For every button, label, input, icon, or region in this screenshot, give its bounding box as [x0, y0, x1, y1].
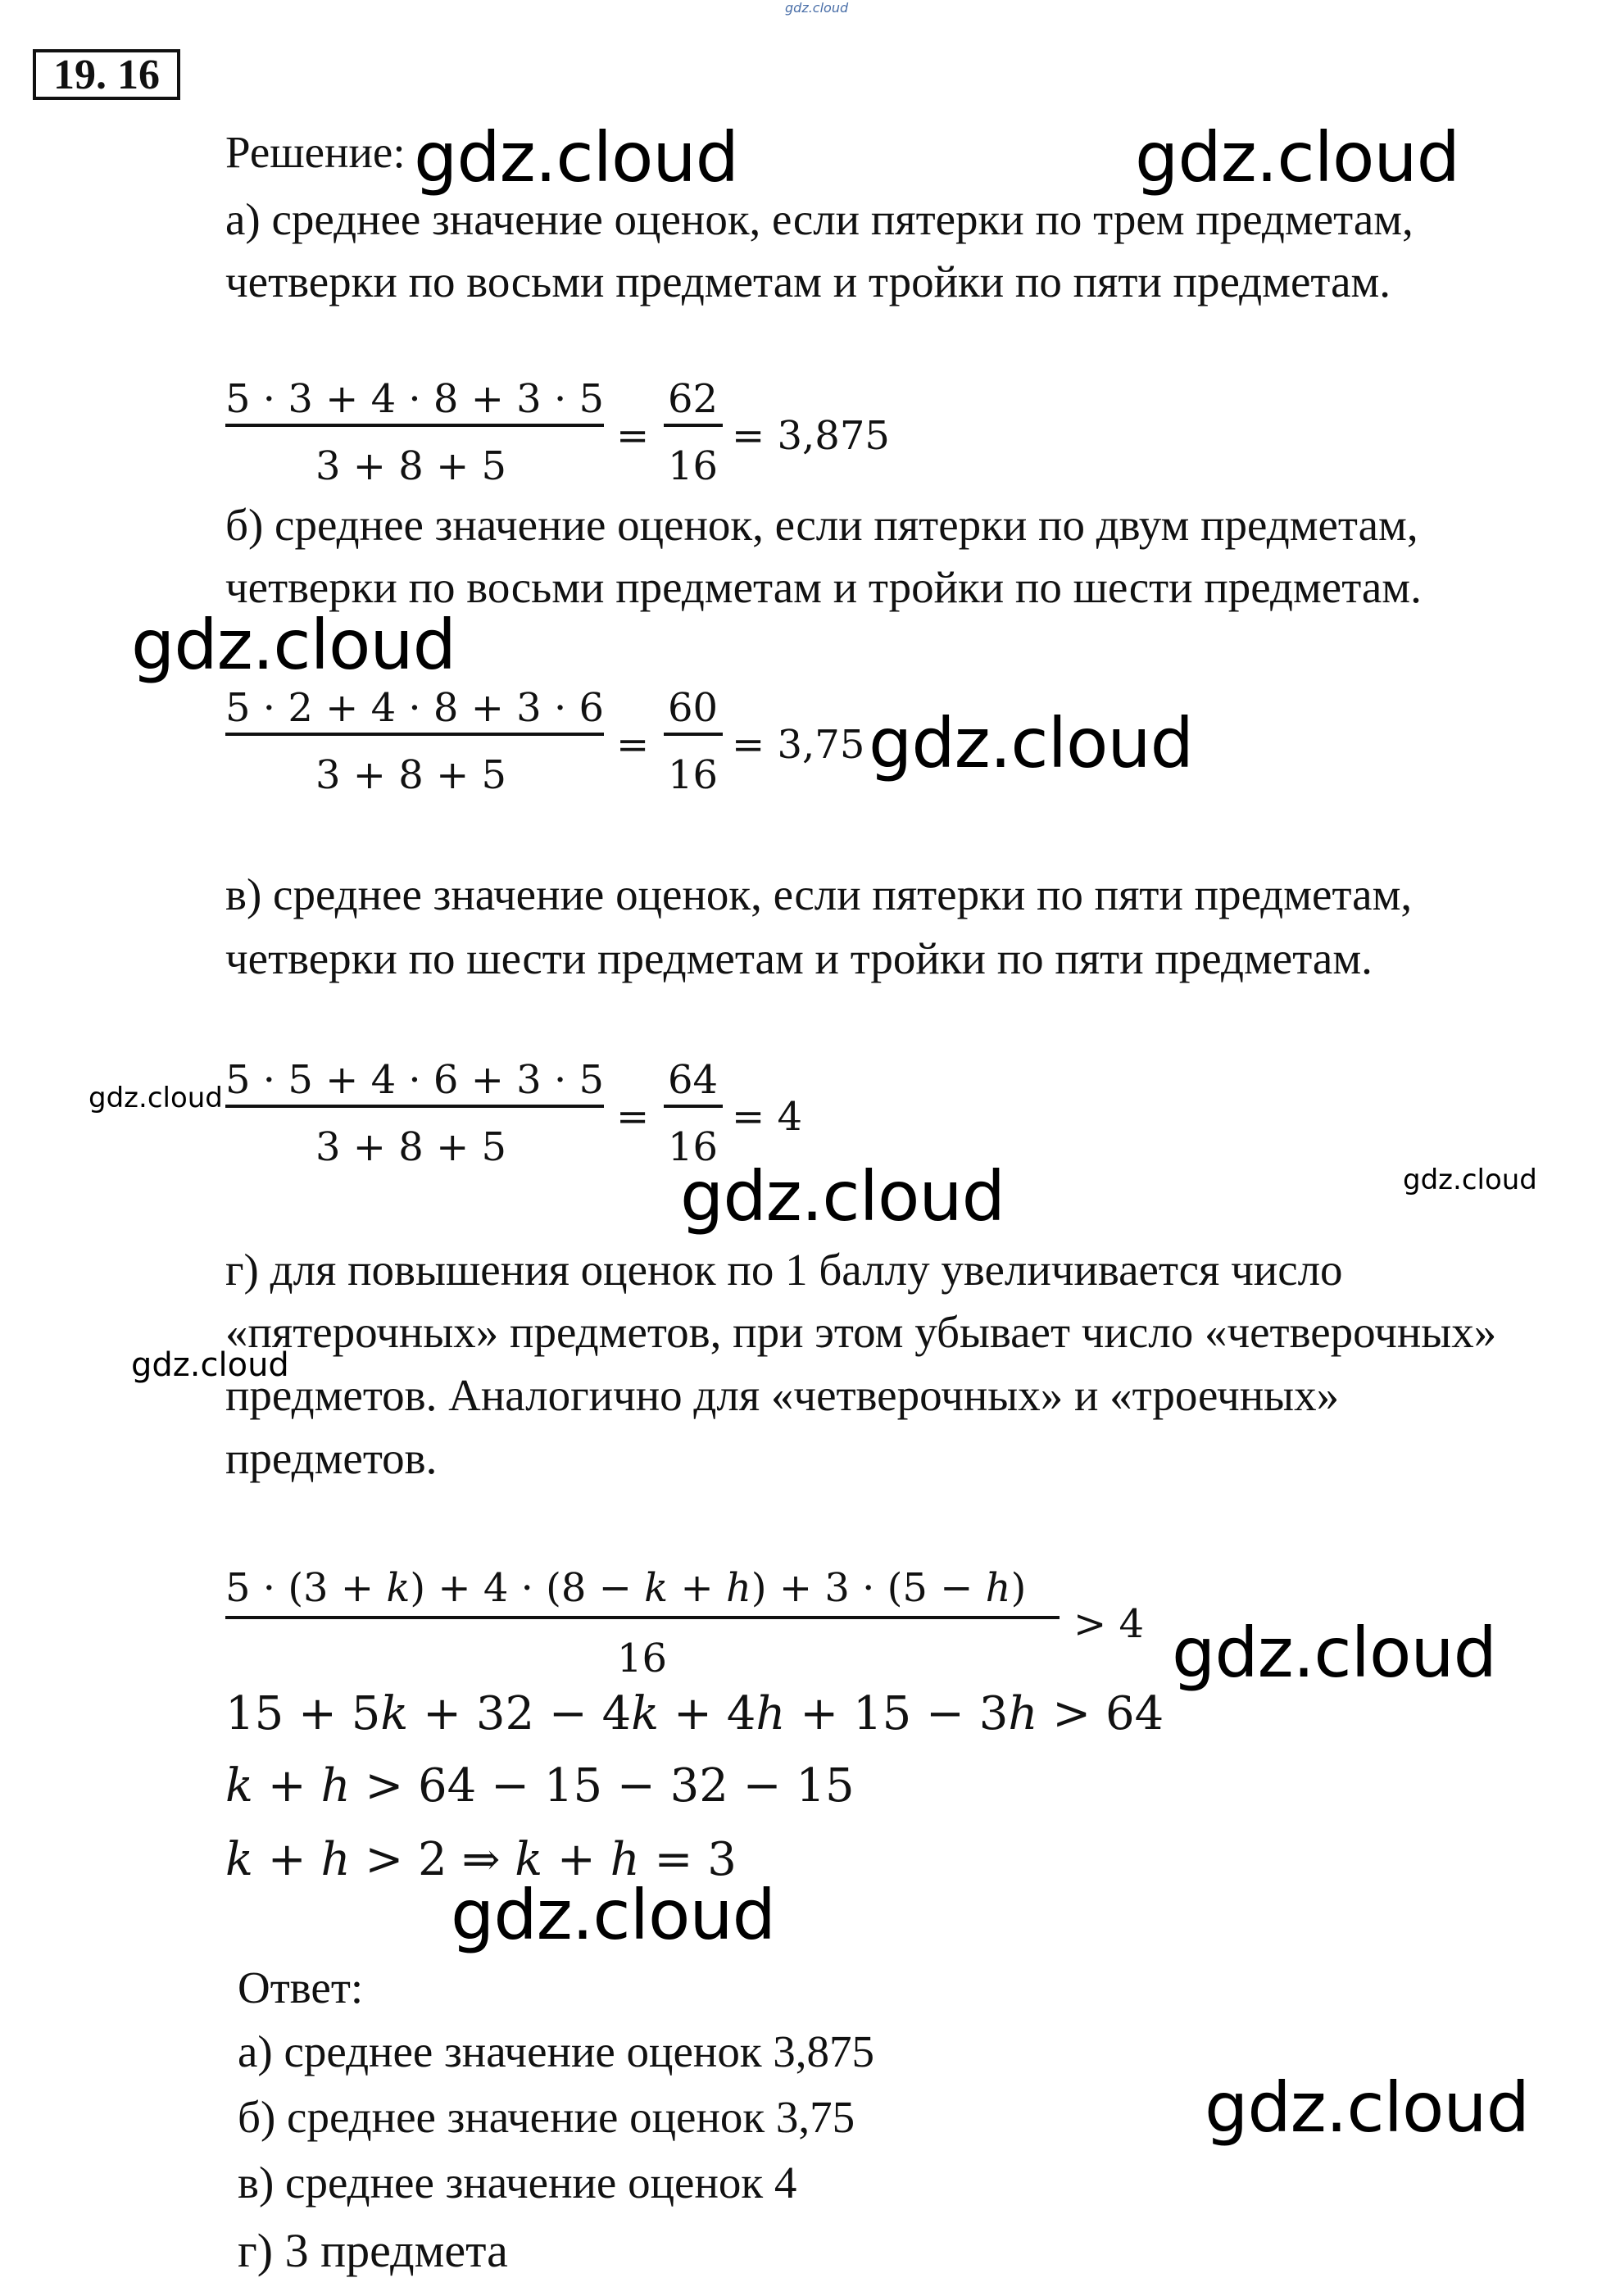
part-v-numerator: 5 · 5 + 4 · 6 + 3 · 5: [225, 1057, 605, 1103]
watermark: gdz.cloud: [131, 1346, 289, 1384]
answer-label: Ответ:: [238, 1962, 364, 2012]
top-watermark: gdz.cloud: [785, 0, 849, 16]
part-a-fraction-bar: [225, 424, 604, 427]
answer-v: в) среднее значение оценок 4: [238, 2158, 797, 2208]
part-a-text-2: четверки по восьми предметам и тройки по пяти предметам.: [225, 256, 1391, 306]
watermark: gdz.cloud: [1205, 2067, 1529, 2148]
watermark: gdz.cloud: [131, 605, 456, 685]
part-g-line-2: 𝑘 + ℎ > 64 − 15 − 32 − 15: [225, 1759, 855, 1813]
part-g-text-4: предметов.: [225, 1433, 438, 1483]
part-v-frac2-num: 64: [668, 1057, 719, 1103]
watermark: gdz.cloud: [1135, 117, 1459, 197]
solution-label: Решение:: [225, 127, 406, 177]
watermark: gdz.cloud: [451, 1875, 775, 1955]
answer-b: б) среднее значение оценок 3,75: [238, 2092, 855, 2142]
problem-number: 19. 16: [33, 49, 180, 100]
part-g-text-3: предметов. Аналогично для «четверочных» и «троечных»: [225, 1370, 1340, 1420]
part-v-frac2-den: 16: [668, 1124, 719, 1170]
part-g-text-1: г) для повышения оценок по 1 баллу увеличивается число: [225, 1245, 1343, 1295]
part-g-inequality: > 4: [1073, 1601, 1145, 1647]
watermark: gdz.cloud: [1403, 1164, 1537, 1196]
part-a-frac2-bar: [664, 424, 723, 427]
part-g-line-3: 𝑘 + ℎ > 2 ⇒ 𝑘 + ℎ = 3: [225, 1833, 737, 1886]
part-a-text-1: а) среднее значение оценок, если пятерки по трем предметам,: [225, 194, 1414, 244]
watermark: gdz.cloud: [869, 703, 1193, 783]
part-a-denominator: 3 + 8 + 5: [315, 443, 507, 489]
part-g-numerator: 5 · (3 + 𝑘) + 4 · (8 − 𝑘 + ℎ) + 3 · (5 − ℎ): [225, 1565, 1027, 1611]
part-g-denominator: 16: [617, 1636, 668, 1681]
part-v-text-1: в) среднее значение оценок, если пятерки по пяти предметам,: [225, 869, 1413, 919]
part-a-frac2-num: 62: [668, 376, 719, 422]
part-v-equals: =: [616, 1094, 650, 1140]
part-b-result: = 3,75: [732, 722, 865, 768]
part-g-text-2: «пятерочных» предметов, при этом убывает число «четверочных»: [225, 1307, 1497, 1357]
part-g-line-1: 15 + 5𝑘 + 32 − 4𝑘 + 4ℎ + 15 − 3ℎ > 64: [225, 1687, 1164, 1740]
part-g-fraction-bar: [225, 1616, 1060, 1619]
part-b-frac2-bar: [664, 733, 723, 736]
part-v-denominator: 3 + 8 + 5: [315, 1124, 507, 1170]
watermark: gdz.cloud: [414, 117, 738, 197]
part-b-fraction-bar: [225, 733, 604, 736]
watermark: gdz.cloud: [1172, 1613, 1496, 1693]
answer-g: г) 3 предмета: [238, 2224, 508, 2277]
part-b-frac2-den: 16: [668, 752, 719, 798]
part-v-frac2-bar: [664, 1105, 723, 1108]
part-v-result: = 4: [732, 1094, 803, 1140]
part-b-equals: =: [616, 722, 650, 768]
part-b-numerator: 5 · 2 + 4 · 8 + 3 · 6: [225, 685, 605, 731]
watermark: gdz.cloud: [680, 1156, 1005, 1236]
part-b-frac2-num: 60: [668, 685, 719, 731]
watermark: gdz.cloud: [88, 1082, 223, 1114]
part-v-text-2: четверки по шести предметам и тройки по пяти предметам.: [225, 933, 1373, 983]
part-v-fraction-bar: [225, 1105, 604, 1108]
part-b-denominator: 3 + 8 + 5: [315, 752, 507, 798]
part-a-equals: =: [616, 413, 650, 459]
part-a-result: = 3,875: [732, 413, 890, 459]
part-a-numerator: 5 · 3 + 4 · 8 + 3 · 5: [225, 376, 605, 422]
part-b-text-2: четверки по восьми предметам и тройки по шести предметам.: [225, 562, 1422, 612]
answer-a: а) среднее значение оценок 3,875: [238, 2026, 875, 2076]
part-b-text-1: б) среднее значение оценок, если пятерки по двум предметам,: [225, 500, 1418, 550]
part-a-frac2-den: 16: [668, 443, 719, 489]
